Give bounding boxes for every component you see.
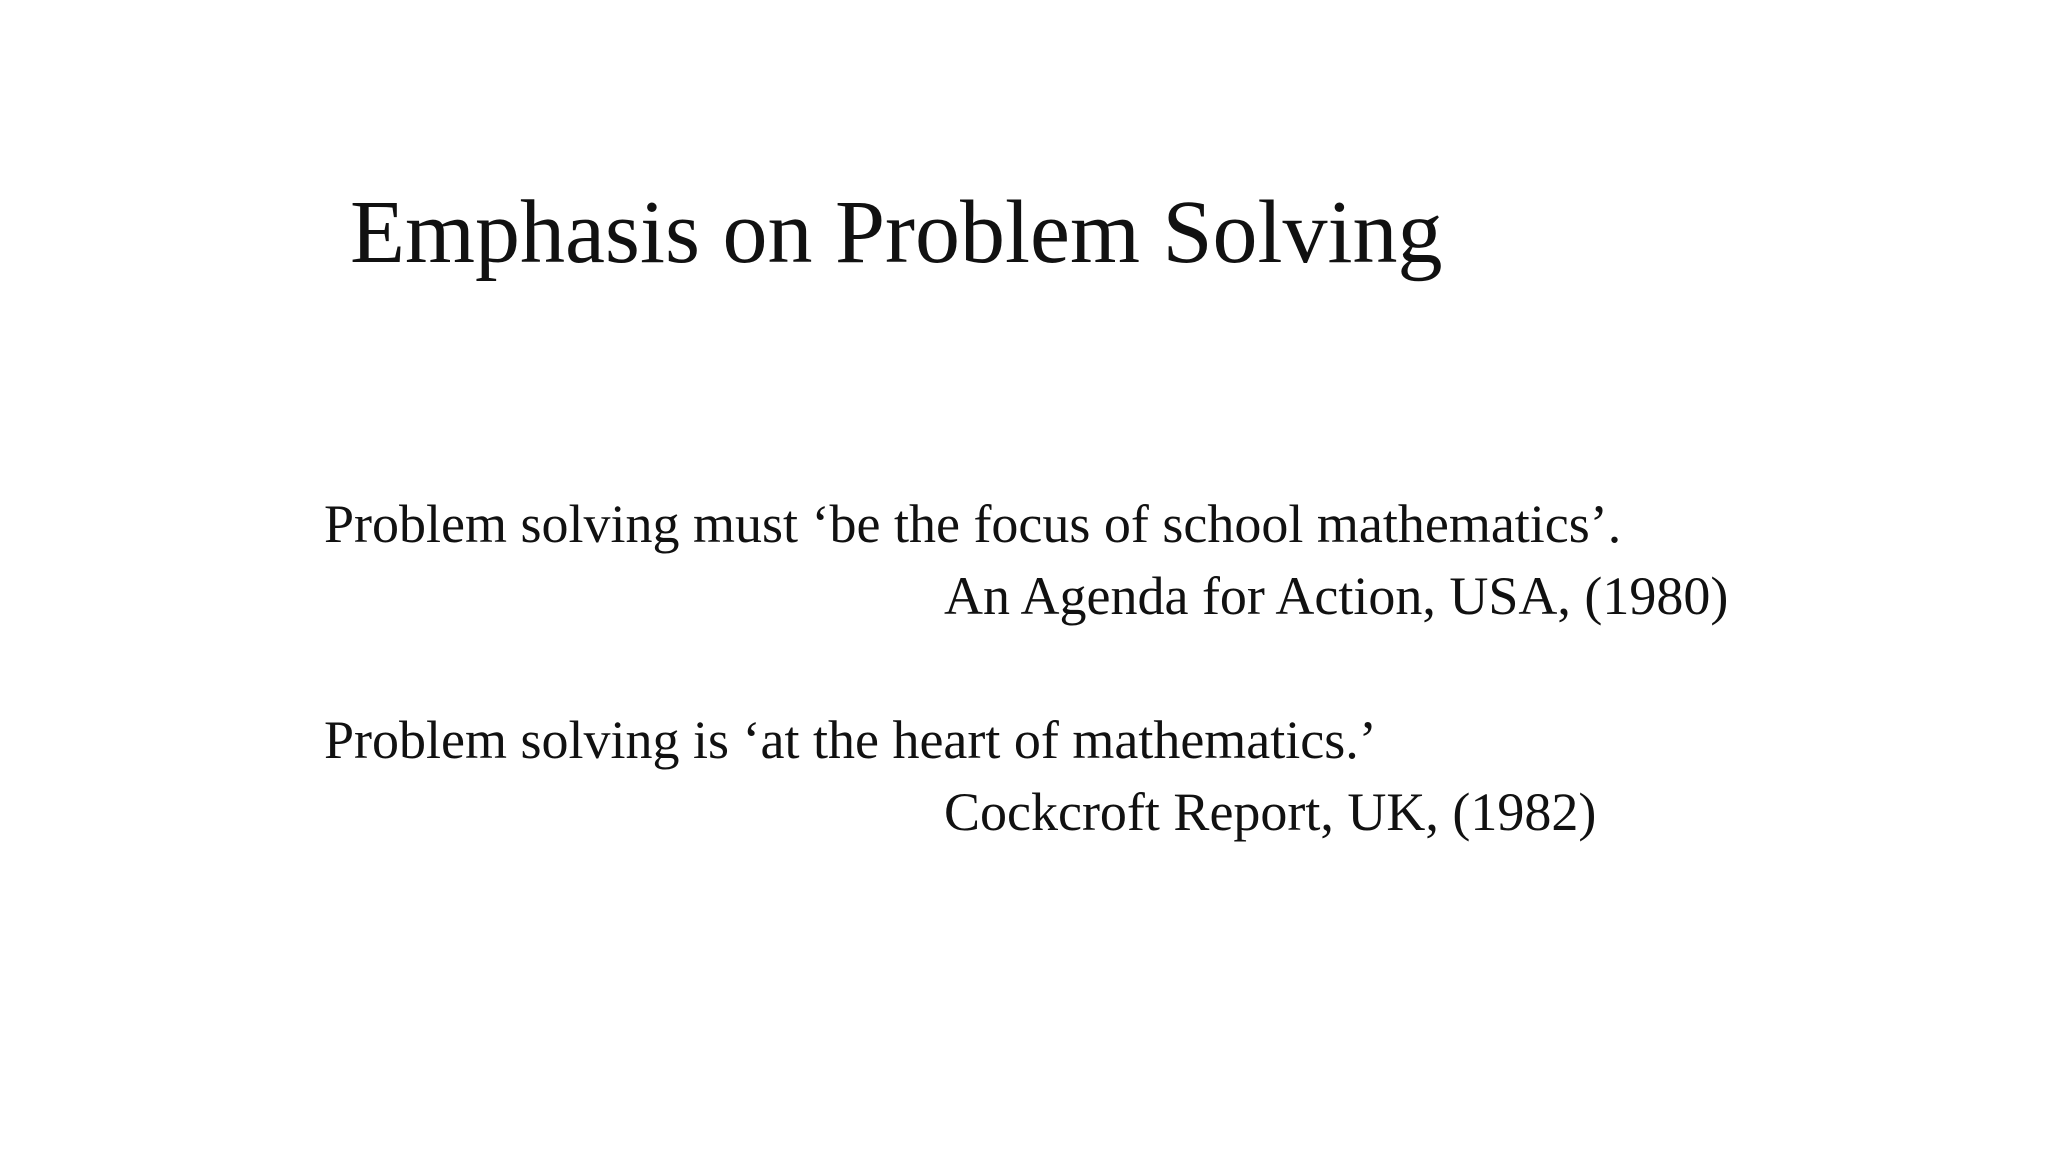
- quote-text: Problem solving is ‘at the heart of mathematics.’: [324, 710, 1377, 770]
- quote-source: An Agenda for Action, USA, (1980): [944, 566, 1729, 626]
- quote-block-cockcroft: [324, 704, 1804, 848]
- quote-text: Problem solving must ‘be the focus of school mathematics’.: [324, 494, 1622, 554]
- slide-title: Emphasis on Problem Solving: [350, 183, 1443, 282]
- quote-source: Cockcroft Report, UK, (1982): [944, 782, 1597, 842]
- quote-block-agenda: [324, 488, 1804, 632]
